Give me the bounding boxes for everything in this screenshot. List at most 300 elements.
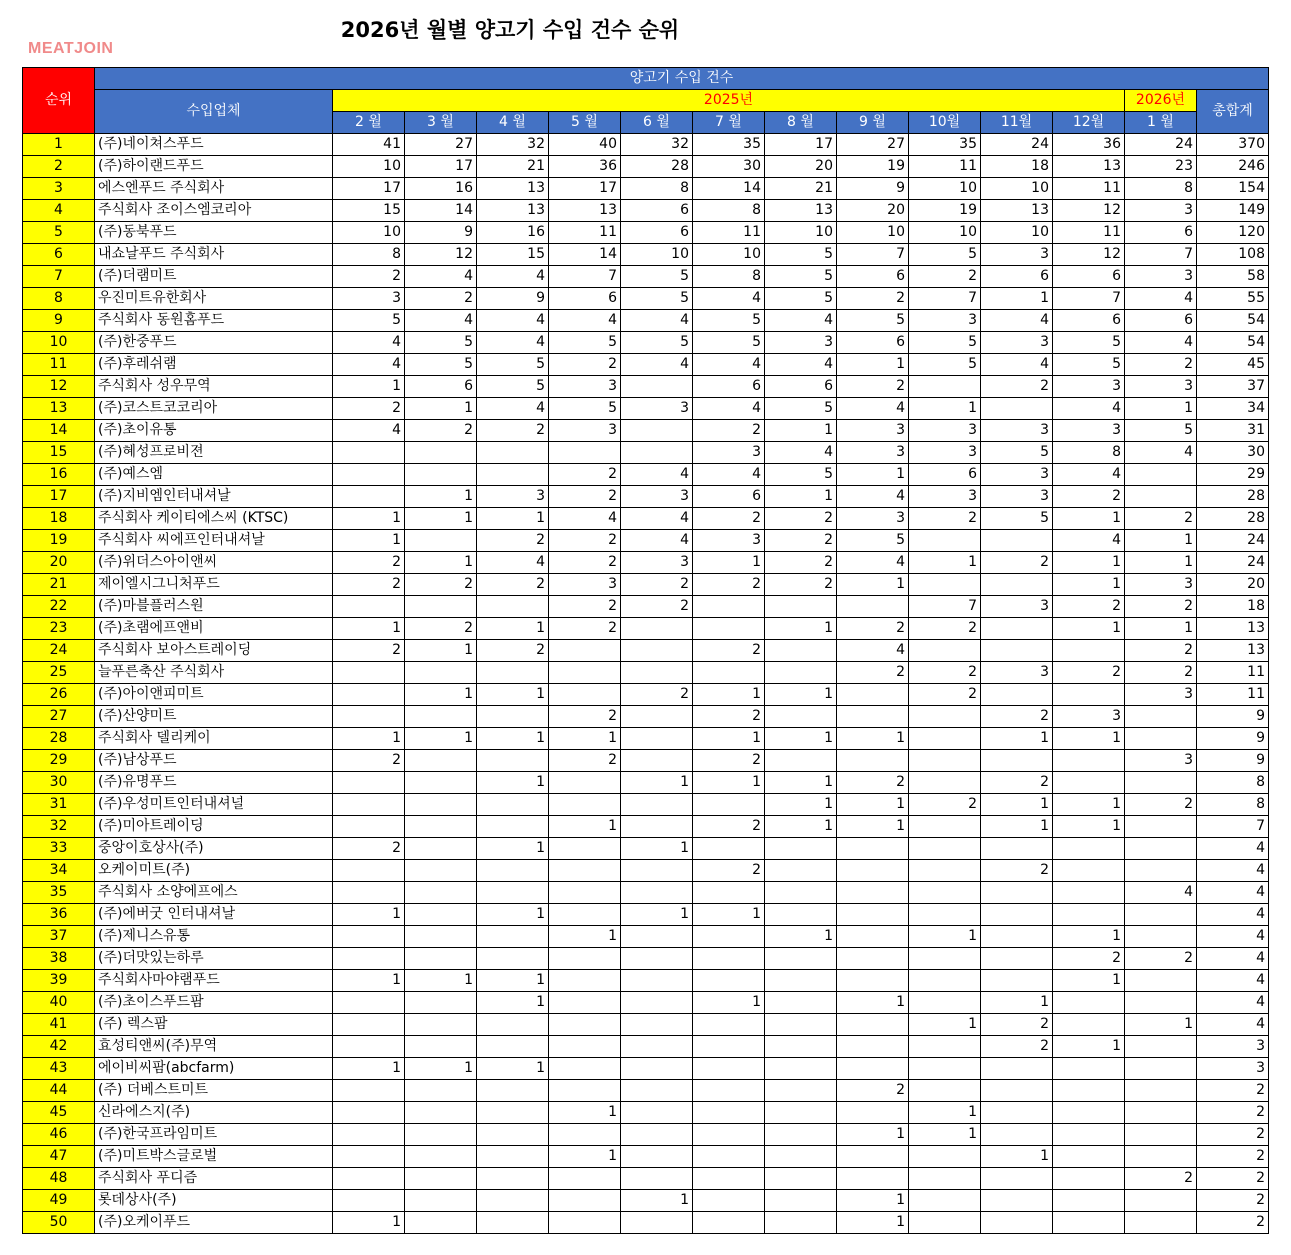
month-value-cell [405,442,477,464]
month-value-cell: 8 [621,178,693,200]
company-cell: (주)예스엠 [95,464,333,486]
month-value-cell: 10 [981,178,1053,200]
month-value-cell: 2 [333,398,405,420]
month-value-cell: 3 [837,508,909,530]
month-value-cell: 8 [693,200,765,222]
total-cell: 31 [1197,420,1269,442]
month-value-cell [405,838,477,860]
company-cell: (주)남상푸드 [95,750,333,772]
month-value-cell: 1 [1125,618,1197,640]
month-value-cell [477,926,549,948]
rank-cell: 9 [23,310,95,332]
month-value-cell: 6 [765,376,837,398]
month-value-cell [765,970,837,992]
month-value-cell: 8 [333,244,405,266]
month-value-cell [333,464,405,486]
month-value-cell [333,486,405,508]
month-value-cell: 2 [837,662,909,684]
month-value-cell [981,1190,1053,1212]
month-value-cell: 15 [333,200,405,222]
month-value-cell: 2 [765,574,837,596]
month-value-cell: 3 [981,486,1053,508]
month-value-cell [333,1146,405,1168]
month-value-cell: 2 [837,618,909,640]
total-cell: 13 [1197,618,1269,640]
month-value-cell: 1 [837,574,909,596]
month-value-cell [621,420,693,442]
month-value-cell: 7 [909,596,981,618]
month-value-cell: 4 [477,552,549,574]
month-value-cell [621,1058,693,1080]
month-value-cell: 4 [1125,332,1197,354]
month-value-cell [693,1168,765,1190]
month-value-cell [837,1168,909,1190]
month-value-cell: 16 [405,178,477,200]
table-row [23,288,1269,310]
rank-cell: 29 [23,750,95,772]
month-value-cell: 3 [1053,706,1125,728]
month-value-cell: 2 [909,684,981,706]
month-value-cell [909,904,981,926]
month-value-cell [1053,1102,1125,1124]
month-value-cell [621,662,693,684]
total-cell: 4 [1197,1014,1269,1036]
month-value-cell: 1 [981,794,1053,816]
month-value-cell: 4 [765,442,837,464]
month-value-cell: 4 [477,398,549,420]
month-value-cell [1125,860,1197,882]
month-value-cell: 8 [693,266,765,288]
table-row [23,640,1269,662]
month-value-cell [549,970,621,992]
month-value-cell: 7 [1125,244,1197,266]
month-value-cell [909,772,981,794]
month-value-cell: 1 [621,838,693,860]
month-value-cell: 1 [693,772,765,794]
month-value-cell: 2 [693,750,765,772]
month-value-cell: 20 [837,200,909,222]
company-cell: 중앙이호상사(주) [95,838,333,860]
month-value-cell: 2 [405,618,477,640]
month-value-cell: 3 [981,662,1053,684]
month-value-cell [477,750,549,772]
rank-cell: 6 [23,244,95,266]
month-value-cell: 14 [693,178,765,200]
month-value-cell: 4 [477,310,549,332]
month-value-cell [333,816,405,838]
month-value-cell: 27 [405,134,477,156]
month-value-cell [333,1080,405,1102]
month-value-cell [621,860,693,882]
company-cell: (주)위더스아이앤씨 [95,552,333,574]
month-value-cell: 6 [1053,310,1125,332]
month-value-cell: 1 [909,926,981,948]
total-cell: 2 [1197,1080,1269,1102]
month-value-cell [1053,904,1125,926]
company-cell: (주)초이유통 [95,420,333,442]
month-value-cell: 6 [549,288,621,310]
month-value-cell: 1 [333,728,405,750]
company-cell: (주)제니스유통 [95,926,333,948]
total-cell: 154 [1197,178,1269,200]
month-value-cell: 1 [837,354,909,376]
month-value-cell [981,574,1053,596]
month-value-cell: 1 [1053,926,1125,948]
total-cell: 34 [1197,398,1269,420]
month-value-cell [765,904,837,926]
rank-cell: 43 [23,1058,95,1080]
month-value-cell: 2 [693,860,765,882]
rank-cell: 15 [23,442,95,464]
month-value-cell: 3 [1125,376,1197,398]
month-value-cell [549,992,621,1014]
month-value-cell: 1 [1053,574,1125,596]
month-value-cell: 2 [333,552,405,574]
total-cell: 3 [1197,1058,1269,1080]
month-value-cell: 27 [837,134,909,156]
month-value-cell: 4 [477,332,549,354]
month-value-cell: 18 [981,156,1053,178]
month-value-cell [1125,1146,1197,1168]
month-value-cell: 2 [477,640,549,662]
month-value-cell [765,948,837,970]
month-value-cell: 3 [477,486,549,508]
month-value-cell [981,530,1053,552]
total-cell: 7 [1197,816,1269,838]
rank-cell: 45 [23,1102,95,1124]
month-value-cell [333,1102,405,1124]
month-value-cell [549,442,621,464]
rank-cell: 32 [23,816,95,838]
month-value-cell: 1 [693,684,765,706]
month-value-cell [549,1036,621,1058]
month-value-cell: 41 [333,134,405,156]
month-value-cell [405,464,477,486]
month-value-cell: 5 [621,288,693,310]
month-header: 8 월 [765,112,837,134]
month-value-cell: 1 [693,552,765,574]
company-cell: (주)마블플러스원 [95,596,333,618]
month-value-cell [405,1124,477,1146]
rank-cell: 11 [23,354,95,376]
month-value-cell: 2 [981,1014,1053,1036]
month-value-cell: 1 [333,508,405,530]
rank-cell: 38 [23,948,95,970]
month-value-cell [477,596,549,618]
month-value-cell: 2 [549,530,621,552]
month-value-cell [765,1014,837,1036]
month-value-cell: 1 [333,1058,405,1080]
month-value-cell [909,992,981,1014]
company-cell: (주)혜성프로비젼 [95,442,333,464]
month-value-cell: 2 [405,420,477,442]
month-value-cell: 1 [1053,618,1125,640]
company-cell: (주)동북푸드 [95,222,333,244]
table-row [23,1058,1269,1080]
total-cell: 8 [1197,794,1269,816]
table-row [23,332,1269,354]
month-value-cell: 1 [1125,398,1197,420]
company-cell: 주식회사 케이티에스씨 (KTSC) [95,508,333,530]
month-value-cell: 2 [333,838,405,860]
month-value-cell [549,904,621,926]
month-value-cell: 3 [765,332,837,354]
month-value-cell: 4 [693,288,765,310]
rank-cell: 25 [23,662,95,684]
company-cell: (주)초이스푸드팜 [95,992,333,1014]
month-value-cell: 1 [405,970,477,992]
total-cell: 4 [1197,838,1269,860]
month-value-cell: 5 [693,310,765,332]
month-value-cell [981,948,1053,970]
month-value-cell: 1 [549,816,621,838]
month-value-cell: 5 [405,332,477,354]
month-value-cell [909,640,981,662]
total-cell: 2 [1197,1124,1269,1146]
table-row [23,1212,1269,1234]
month-value-cell [477,706,549,728]
table-row [23,464,1269,486]
month-value-cell: 6 [405,376,477,398]
rank-cell: 35 [23,882,95,904]
month-value-cell: 5 [621,332,693,354]
month-value-cell [1125,486,1197,508]
rank-cell: 21 [23,574,95,596]
month-value-cell [765,706,837,728]
month-value-cell [765,1036,837,1058]
month-value-cell: 5 [405,354,477,376]
month-value-cell: 1 [405,486,477,508]
month-value-cell: 3 [909,310,981,332]
month-value-cell: 2 [333,266,405,288]
table-row [23,926,1269,948]
month-value-cell: 1 [405,728,477,750]
month-value-cell [405,926,477,948]
month-value-cell [405,794,477,816]
total-cell: 13 [1197,640,1269,662]
month-value-cell: 7 [837,244,909,266]
month-value-cell [621,376,693,398]
month-value-cell [1125,1212,1197,1234]
month-value-cell: 19 [837,156,909,178]
month-value-cell [909,728,981,750]
month-value-cell: 6 [837,266,909,288]
company-cell: (주)유명푸드 [95,772,333,794]
month-value-cell [405,992,477,1014]
month-value-cell: 4 [333,420,405,442]
table-row [23,354,1269,376]
month-value-cell: 6 [1125,222,1197,244]
company-cell: 오케이미트(주) [95,860,333,882]
month-value-cell [837,706,909,728]
table-row [23,244,1269,266]
month-value-cell: 1 [477,772,549,794]
month-value-cell: 6 [837,332,909,354]
month-value-cell [333,1036,405,1058]
year-2026-header: 2026년 [1125,90,1197,112]
rank-cell: 4 [23,200,95,222]
month-value-cell: 2 [693,640,765,662]
month-value-cell: 4 [549,310,621,332]
table-row [23,662,1269,684]
rank-cell: 14 [23,420,95,442]
month-value-cell: 4 [405,310,477,332]
month-value-cell [693,1212,765,1234]
month-value-cell [693,926,765,948]
month-value-cell [477,1212,549,1234]
month-value-cell [1053,1190,1125,1212]
month-value-cell [333,442,405,464]
month-value-cell [405,1080,477,1102]
month-value-cell [1053,684,1125,706]
month-header: 1 월 [1125,112,1197,134]
month-value-cell: 4 [837,640,909,662]
month-value-cell: 13 [549,200,621,222]
month-value-cell [621,816,693,838]
month-value-cell [477,1014,549,1036]
month-value-cell [333,882,405,904]
month-value-cell: 1 [1053,970,1125,992]
month-header: 2 월 [333,112,405,134]
company-cell: (주)우성미트인터내셔널 [95,794,333,816]
month-value-cell: 17 [765,134,837,156]
month-value-cell: 1 [621,904,693,926]
total-cell: 4 [1197,926,1269,948]
month-value-cell [981,1080,1053,1102]
month-value-cell: 5 [333,310,405,332]
month-value-cell: 35 [909,134,981,156]
month-value-cell [1125,816,1197,838]
month-value-cell [837,1058,909,1080]
month-value-cell: 1 [981,1146,1053,1168]
month-value-cell: 6 [693,486,765,508]
total-cell: 149 [1197,200,1269,222]
month-value-cell: 4 [1125,882,1197,904]
table-row [23,486,1269,508]
month-value-cell [333,662,405,684]
rank-cell: 47 [23,1146,95,1168]
table-row [23,794,1269,816]
rank-cell: 7 [23,266,95,288]
month-value-cell: 2 [1053,662,1125,684]
company-cell: (주)하이랜드푸드 [95,156,333,178]
month-value-cell: 15 [477,244,549,266]
month-value-cell [621,1036,693,1058]
month-value-cell [837,860,909,882]
month-value-cell [693,1058,765,1080]
month-value-cell: 2 [1125,640,1197,662]
month-value-cell [1053,838,1125,860]
month-value-cell: 1 [477,904,549,926]
total-cell: 30 [1197,442,1269,464]
rank-cell: 50 [23,1212,95,1234]
rank-cell: 12 [23,376,95,398]
month-value-cell [693,1124,765,1146]
month-value-cell [765,860,837,882]
month-value-cell: 3 [981,244,1053,266]
month-value-cell [477,464,549,486]
total-cell: 2 [1197,1212,1269,1234]
month-value-cell: 2 [405,574,477,596]
month-value-cell: 7 [909,288,981,310]
month-value-cell [1053,1014,1125,1036]
company-cell: 늘푸른축산 주식회사 [95,662,333,684]
total-cell: 55 [1197,288,1269,310]
table-row [23,1014,1269,1036]
rank-cell: 8 [23,288,95,310]
month-value-cell [693,662,765,684]
month-value-cell [1125,706,1197,728]
month-value-cell: 2 [1125,596,1197,618]
month-value-cell: 3 [549,574,621,596]
month-value-cell [405,1190,477,1212]
month-value-cell: 3 [1125,574,1197,596]
month-value-cell [909,970,981,992]
month-value-cell [477,1102,549,1124]
total-cell: 29 [1197,464,1269,486]
month-value-cell: 7 [549,266,621,288]
month-value-cell: 14 [549,244,621,266]
month-value-cell [909,838,981,860]
month-value-cell: 2 [693,706,765,728]
month-value-cell [837,1102,909,1124]
month-value-cell [477,662,549,684]
month-value-cell [1125,1080,1197,1102]
month-value-cell [765,992,837,1014]
month-value-cell: 20 [765,156,837,178]
month-value-cell: 4 [765,354,837,376]
rank-cell: 36 [23,904,95,926]
month-value-cell: 12 [405,244,477,266]
month-value-cell [1053,882,1125,904]
month-value-cell: 13 [765,200,837,222]
total-cell: 120 [1197,222,1269,244]
month-value-cell: 2 [981,706,1053,728]
table-row [23,1146,1269,1168]
month-header: 12월 [1053,112,1125,134]
month-value-cell: 12 [1053,244,1125,266]
month-value-cell [621,1124,693,1146]
month-value-cell: 4 [1053,464,1125,486]
month-header: 11월 [981,112,1053,134]
month-value-cell: 2 [837,772,909,794]
month-value-cell [1053,1058,1125,1080]
month-value-cell [909,750,981,772]
month-value-cell: 2 [981,772,1053,794]
total-cell: 9 [1197,750,1269,772]
month-value-cell: 2 [549,486,621,508]
month-value-cell: 5 [837,530,909,552]
month-value-cell [837,926,909,948]
month-value-cell [405,882,477,904]
month-value-cell: 11 [549,222,621,244]
month-value-cell [765,750,837,772]
month-value-cell [621,1212,693,1234]
month-value-cell [1053,1124,1125,1146]
month-value-cell: 1 [405,398,477,420]
month-value-cell: 3 [621,486,693,508]
month-value-cell: 2 [1125,354,1197,376]
company-cell: (주)오케이푸드 [95,1212,333,1234]
table-row [23,860,1269,882]
month-value-cell: 6 [621,200,693,222]
table-row [23,904,1269,926]
month-value-cell [549,838,621,860]
month-value-cell: 2 [621,684,693,706]
total-cell: 4 [1197,992,1269,1014]
month-value-cell [477,860,549,882]
month-value-cell [333,794,405,816]
